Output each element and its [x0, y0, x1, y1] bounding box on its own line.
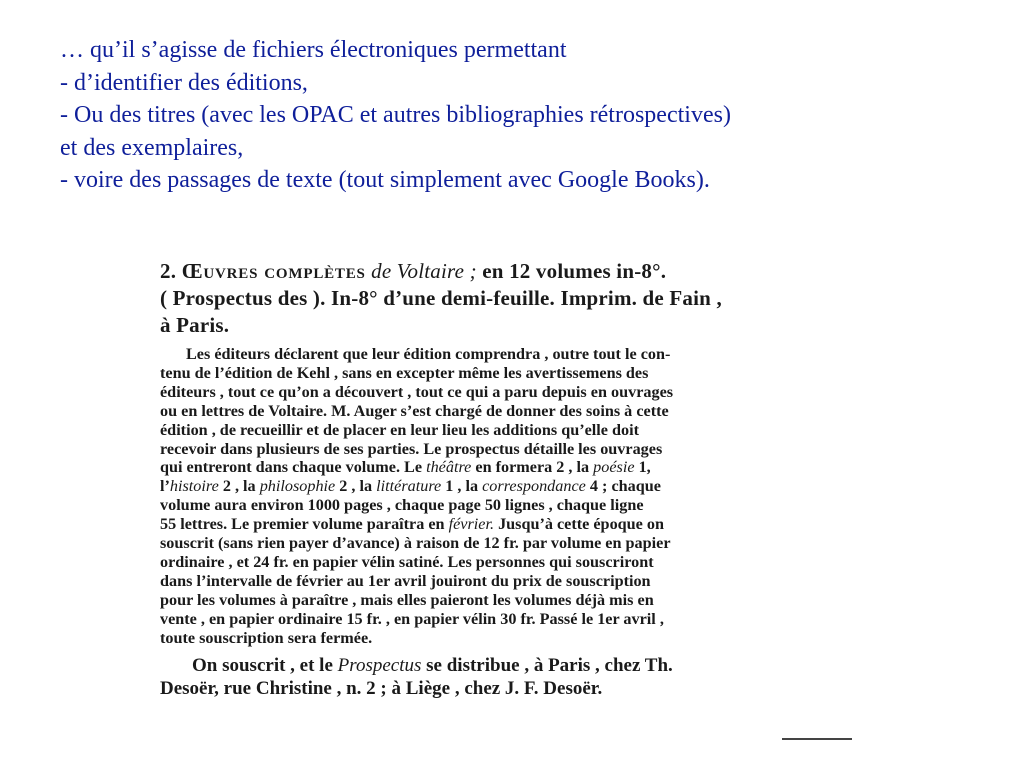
text-run: 2 , la	[218, 477, 260, 496]
body-line: toute souscription sera fermée.	[160, 628, 373, 647]
body-line: recevoir dans plusieurs de ses parties. Le prospectus détaille les ouvrages	[160, 439, 663, 458]
bullet-titles-continuation: et des exemplaires,	[60, 134, 244, 161]
body-line: pour les volumes à paraître , mais elles paieront les volumes déjà mis en	[160, 590, 654, 609]
bullet-text-passages: - voire des passages de texte (tout simplement avec Google Books).	[60, 167, 710, 193]
italic-run: théâtre	[426, 458, 472, 477]
entry-description	[152, 345, 898, 648]
text-run: l’	[160, 477, 170, 496]
entry-number: 2.	[160, 259, 177, 283]
body-line: vente , en papier ordinaire 15 fr. , en papier vélin 30 fr. Passé le 1er avril ,	[160, 609, 664, 628]
text-run: 4 ; chaque	[585, 477, 661, 496]
body-line: ou en lettres de Voltaire. M. Auger s’est chargé de donner des soins à cette	[160, 401, 669, 420]
text-run: se distribue , à Paris , chez Th.	[421, 654, 673, 676]
body-line: ordinaire , et 24 fr. en papier vélin satiné. Les personnes qui souscriront	[160, 552, 654, 571]
entry-title: Œuvres complètes	[181, 259, 366, 283]
text-run: 55 lettres. Le premier volume paraîtra en	[160, 515, 449, 534]
body-line: dans l’intervalle de février au 1er avril jouiront du prix de souscription	[160, 571, 651, 590]
italic-run: correspondance	[482, 477, 586, 496]
italic-run: Prospectus	[337, 654, 422, 676]
text-run: On souscrit , et le	[192, 654, 338, 676]
entry-author: de Voltaire ;	[371, 259, 477, 283]
bullet-identify-editions: - d’identifier des éditions,	[60, 69, 308, 96]
text-run: qui entreront dans chaque volume. Le	[160, 458, 427, 477]
bullet-titles-opac: - Ou des titres (avec les OPAC et autres bibliographies rétrospectives)	[60, 102, 731, 128]
entry-header	[152, 258, 898, 339]
subscription-note	[152, 654, 898, 700]
body-line	[160, 477, 898, 496]
text-run: 2 , la	[335, 477, 377, 496]
italic-run: littérature	[376, 477, 442, 496]
italic-run: février.	[448, 515, 495, 534]
entry-place-line: à Paris.	[160, 313, 230, 337]
italic-run: histoire	[169, 477, 219, 496]
body-line	[160, 458, 898, 477]
slide-bullet-text	[60, 34, 1000, 197]
body-line: souscrit (sans rien payer d’avance) à raison de 12 fr. par volume en papier	[160, 534, 671, 553]
body-line	[160, 515, 898, 534]
text-run: Jusqu’à cette époque on	[494, 515, 664, 534]
entry-format: en 12 volumes in-8°.	[482, 259, 667, 283]
body-line: volume aura environ 1000 pages , chaque page 50 lignes , chaque ligne	[160, 496, 644, 515]
intro-line: … qu’il s’agisse de fichiers électroniques permettant	[60, 37, 567, 63]
scanned-bibliography-entry	[152, 258, 898, 744]
body-line: tenu de l’édition de Kehl , sans en excepter même les avertissemens des	[160, 363, 649, 382]
body-line: éditeurs , tout ce qu’on a découvert , tout ce qui a paru depuis en ouvrages	[160, 382, 674, 401]
text-run: en formera 2 , la	[471, 458, 594, 477]
body-line: Les éditeurs déclarent que leur édition comprendra , outre tout le con-	[186, 345, 671, 363]
italic-run: philosophie	[259, 477, 336, 496]
tail-line	[160, 654, 898, 677]
page-rule-fragment	[782, 738, 852, 740]
italic-run: poésie	[593, 458, 635, 477]
tail-line: Desoër, rue Christine , n. 2 ; à Liège , chez J. F. Desoër.	[160, 677, 603, 699]
entry-prospectus-line: ( Prospectus des ). In-8° d’une demi-feuille. Imprim. de Fain ,	[160, 286, 722, 310]
entry-title-line	[160, 258, 898, 285]
text-run: 1 , la	[441, 477, 483, 496]
text-run: 1,	[634, 458, 651, 477]
body-line: édition , de recueillir et de placer en leur lieu les additions qu’elle doit	[160, 420, 640, 439]
